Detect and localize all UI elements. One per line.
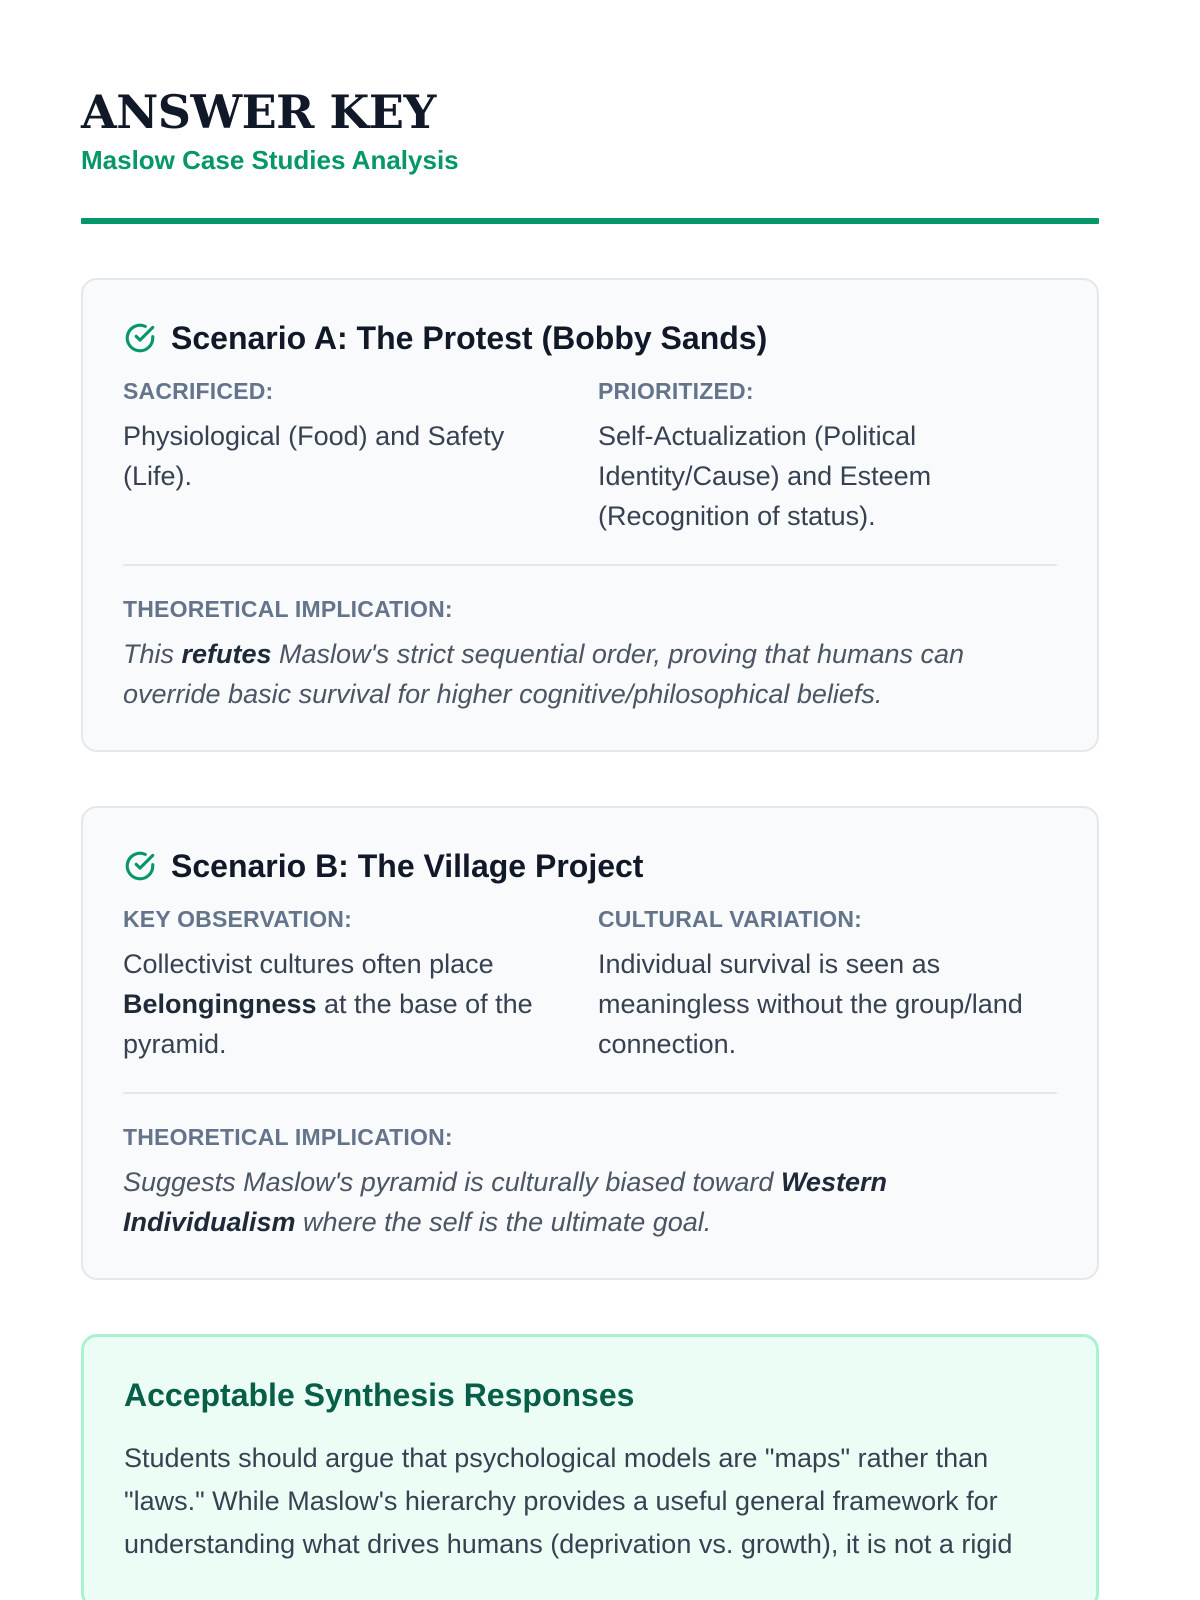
scenario-header bbox=[123, 318, 1057, 358]
sacrificed-column bbox=[123, 376, 590, 536]
synthesis-box bbox=[81, 1334, 1099, 1600]
cultural-variation-text: Individual survival is seen as meaningless without the group/land connection. bbox=[598, 949, 1023, 1059]
implication-text-pre: This bbox=[123, 639, 182, 669]
implication-text-pre: Suggests Maslow's pyramid is culturally biased toward bbox=[123, 1167, 781, 1197]
key-observation-text-pre: Collectivist cultures often place bbox=[123, 949, 494, 979]
page-title: ANSWER KEY bbox=[81, 85, 436, 139]
prioritized-label: PRIORITIZED: bbox=[598, 378, 754, 404]
check-circle-icon bbox=[123, 321, 157, 355]
prioritized-column bbox=[590, 376, 1057, 536]
scenario-columns bbox=[123, 376, 1057, 536]
implication-emphasis: Western Individualism bbox=[123, 1167, 887, 1237]
implication-text-post: where the self is the ultimate goal. bbox=[295, 1207, 712, 1237]
card-divider bbox=[123, 564, 1057, 566]
cultural-variation-column bbox=[590, 904, 1057, 1064]
prioritized-text: Self-Actualization (Political Identity/Cause) and Esteem (Recognition of status). bbox=[598, 421, 932, 531]
key-observation-column bbox=[123, 904, 590, 1064]
synthesis-text: Students should argue that psychological models are "maps" rather than "laws." While Maslow's hierarchy provides a useful general framework for understanding what drives humans (deprivation vs. growth), it is not a rigid bbox=[124, 1443, 1013, 1559]
key-observation-emphasis: Belongingness bbox=[123, 989, 317, 1019]
key-observation-label: KEY OBSERVATION: bbox=[123, 906, 352, 932]
check-circle-icon bbox=[123, 849, 157, 883]
card-divider bbox=[123, 1092, 1057, 1094]
page-subtitle: Maslow Case Studies Analysis bbox=[81, 145, 459, 175]
scenario-card-a bbox=[81, 278, 1099, 752]
key-observation-text bbox=[123, 944, 550, 1064]
header-divider bbox=[81, 218, 1099, 224]
scenario-title: Scenario B: The Village Project bbox=[171, 848, 644, 884]
implication-label: THEORETICAL IMPLICATION: bbox=[123, 596, 453, 622]
sacrificed-label: SACRIFICED: bbox=[123, 378, 274, 404]
implication-label: THEORETICAL IMPLICATION: bbox=[123, 1124, 453, 1150]
implication-emphasis: refutes bbox=[181, 639, 272, 669]
scenario-columns bbox=[123, 904, 1057, 1064]
implication-text bbox=[123, 1162, 1057, 1242]
key-observation-text-post: at the base of the pyramid. bbox=[123, 989, 533, 1059]
scenario-title: Scenario A: The Protest (Bobby Sands) bbox=[171, 320, 768, 356]
scenario-card-b bbox=[81, 806, 1099, 1280]
implication-text bbox=[123, 634, 1057, 714]
scenario-header bbox=[123, 846, 1057, 886]
sacrificed-text: Physiological (Food) and Safety (Life). bbox=[123, 421, 505, 491]
page-header bbox=[81, 0, 1099, 224]
cultural-variation-label: CULTURAL VARIATION: bbox=[598, 906, 863, 932]
synthesis-title: Acceptable Synthesis Responses bbox=[124, 1377, 635, 1413]
implication-text-post: Maslow's strict sequential order, proving that humans can override basic survival for higher cognitive/philosophical beliefs. bbox=[123, 639, 965, 709]
